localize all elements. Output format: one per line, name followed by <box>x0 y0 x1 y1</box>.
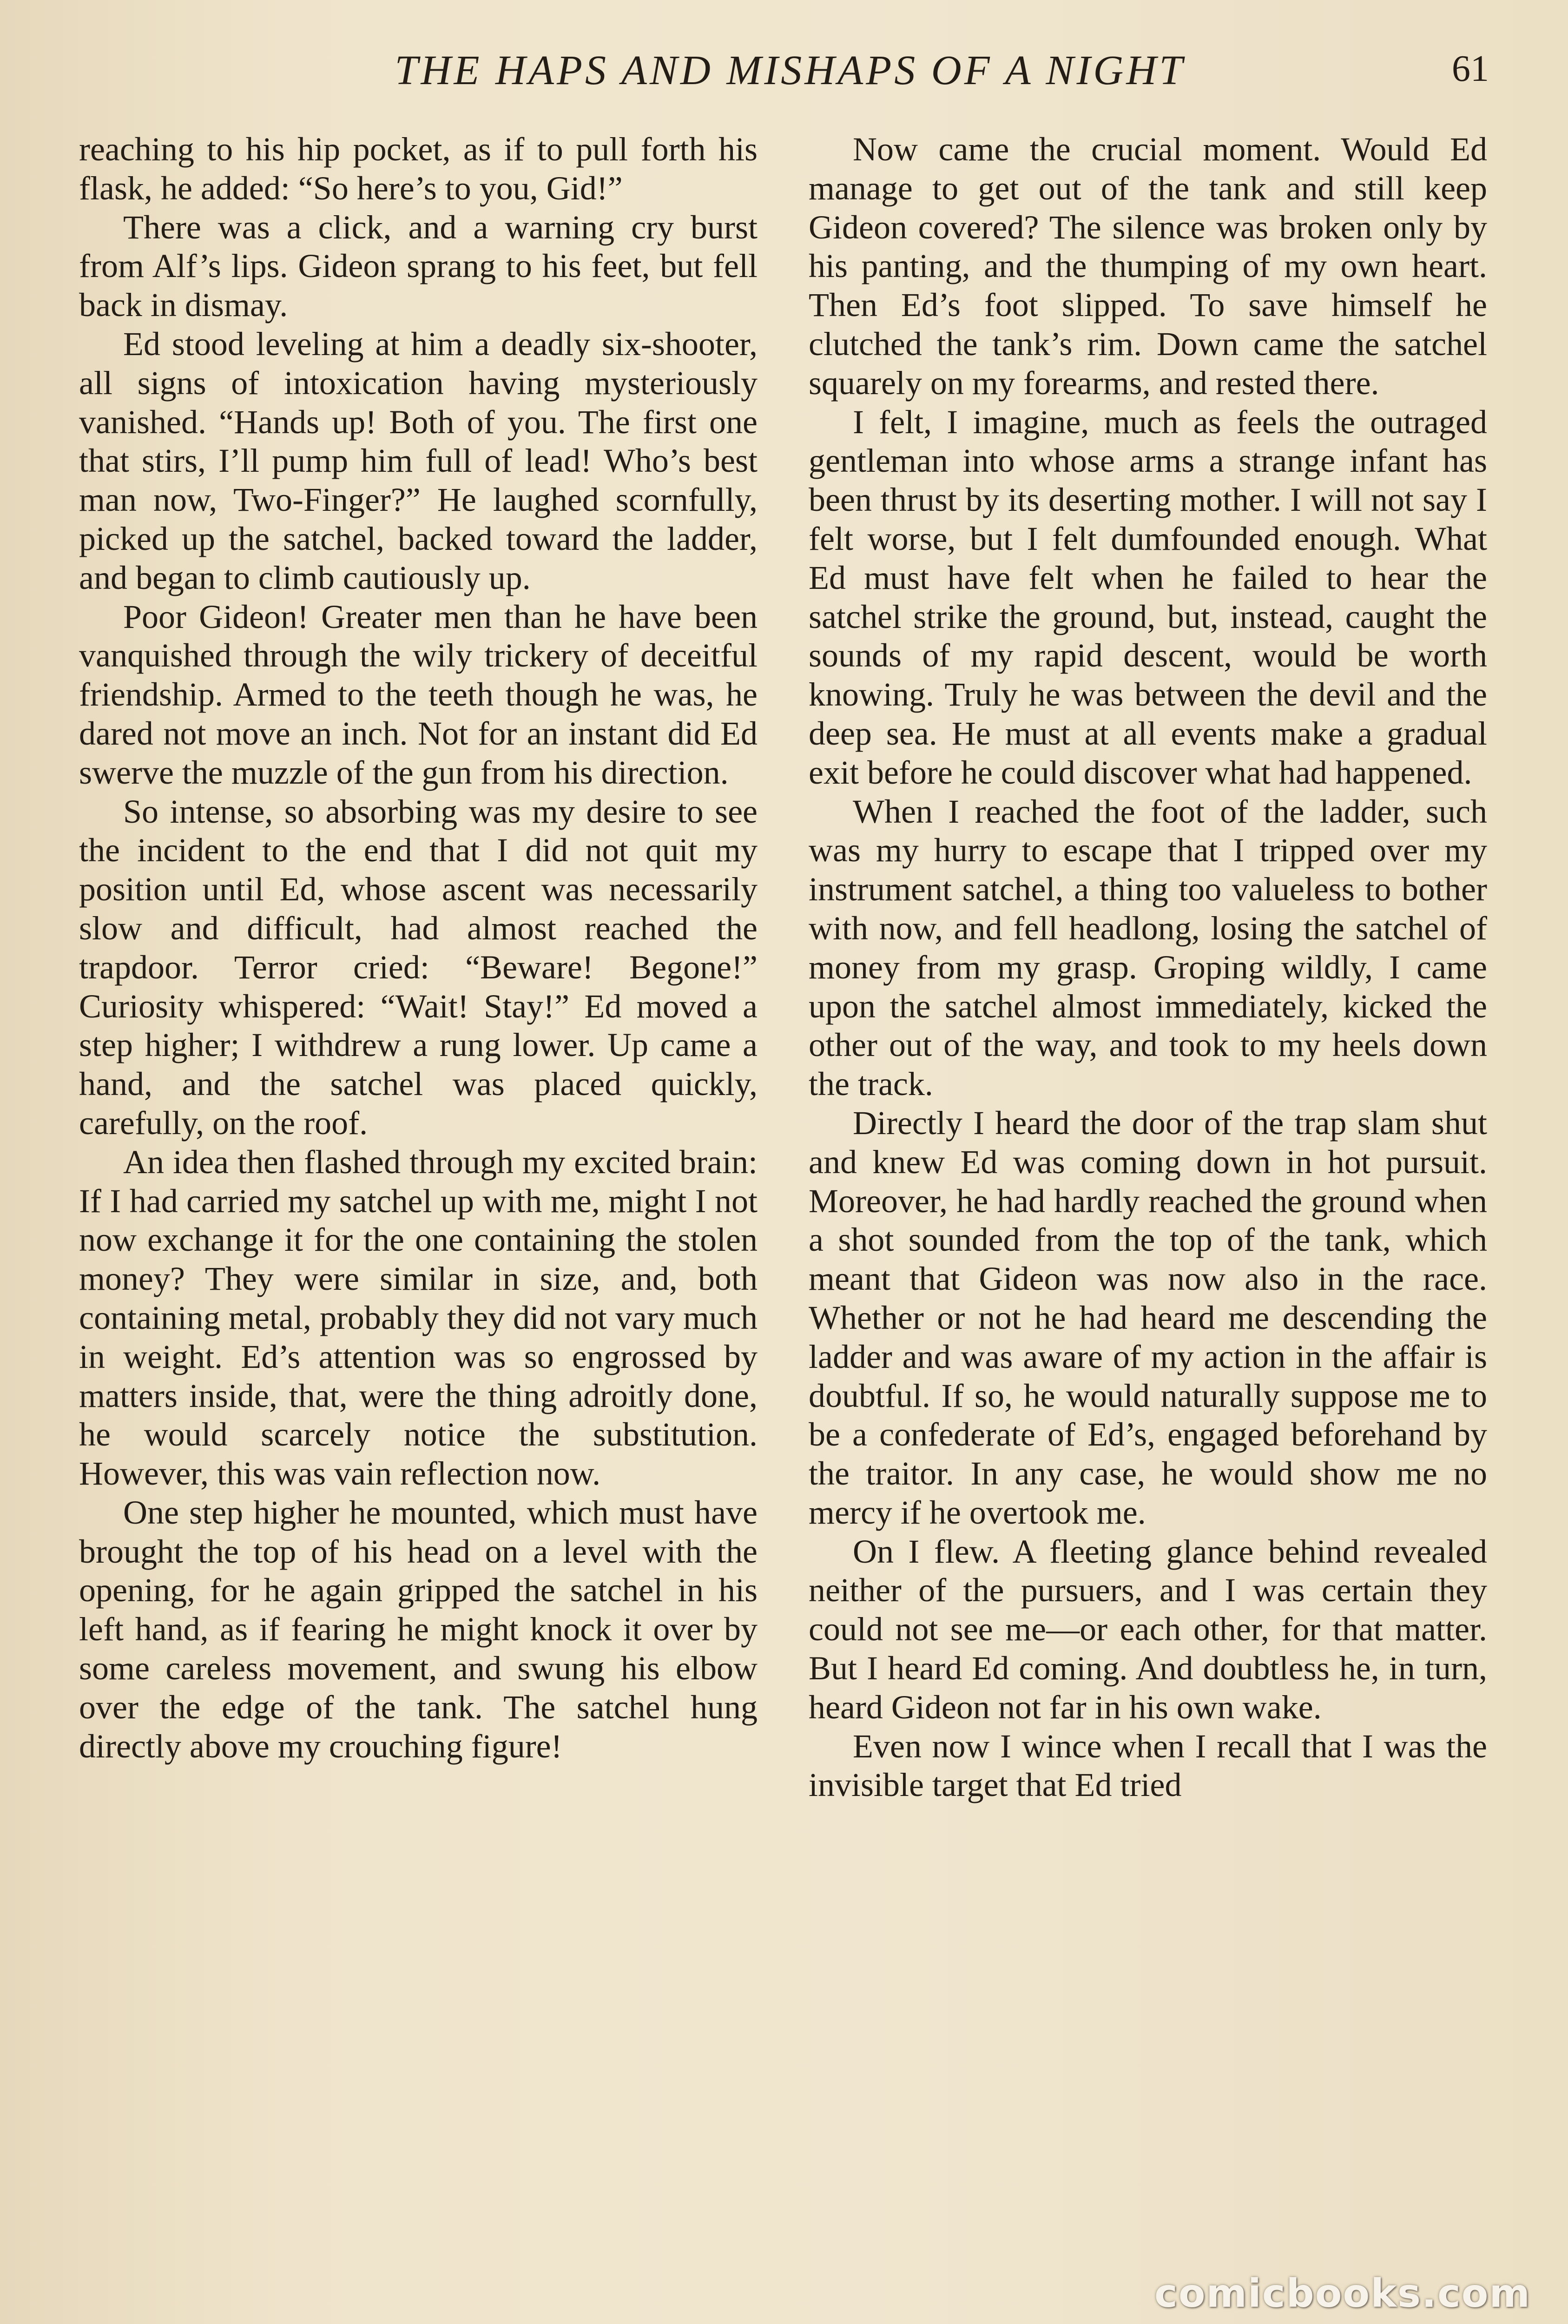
paragraph: Now came the crucial moment. Would Ed manage to get out of the tank and still keep Gideon covered? The silence was broken only by his panting, and the thumping of my own heart. Then Ed’s foot slipped. To save himself he clutched the tank’s rim. Down came the satchel squarely on my forearms, and rested there. <box>809 131 1487 402</box>
left-column <box>79 130 758 1766</box>
paragraph: I felt, I imagine, much as feels the outraged gentleman into whose arms a strange infant has been thrust by its deserting mother. I will not say I felt worse, but I felt dumfounded enough. What Ed must have felt when he failed to hear the satchel strike the ground, but, instead, caught the sounds of my rapid descent, would be worth knowing. Truly he was between the devil and the deep sea. He must at all events make a gradual exit before he could discover what had happened. <box>809 403 1487 791</box>
paragraph: There was a click, and a warning cry burst from Alf’s lips. Gideon sprang to his feet, but fell back in dismay. <box>79 208 758 324</box>
watermark: comicbooks.com <box>1154 2271 1531 2316</box>
page-header <box>0 40 1568 109</box>
paragraph: On I flew. A fleeting glance behind revealed neither of the pursuers, and I was certain they could not see me—or each other, for that matter. But I heard Ed coming. And doubtless he, in turn, heard Gideon not far in his own wake. <box>809 1532 1487 1726</box>
paragraph: So intense, so absorbing was my desire to see the incident to the end that I did not quit my position until Ed, whose ascent was necessarily slow and difficult, had almost reached the trapdoor. Terror cried: “Beware! Begone!” Curiosity whispered: “Wait! Stay!” Ed moved a step higher; I withdrew a rung lower. Up came a hand, and the satchel was placed quickly, carefully, on the roof. <box>79 792 758 1142</box>
running-title: THE HAPS AND MISHAPS OF A NIGHT <box>395 47 1186 93</box>
paragraph: reaching to his hip pocket, as if to pull forth his flask, he added: “So here’s to you, Gid!” <box>79 131 758 207</box>
right-column <box>809 130 1487 1805</box>
paragraph: When I reached the foot of the ladder, such was my hurry to escape that I tripped over my instrument satchel, a thing too valueless to bother with now, and fell headlong, losing the satchel of money from my grasp. Groping wildly, I came upon the satchel almost immediately, kicked the other out of the way, and took to my heels down the track. <box>809 792 1487 1103</box>
paragraph: One step higher he mounted, which must have brought the top of his head on a level with the opening, for he again gripped the satchel in his left hand, as if fearing he might knock it over by some careless movement, and swung his elbow over the edge of the tank. The satchel hung directly above my crouching figure! <box>79 1493 758 1765</box>
paragraph: Poor Gideon! Greater men than he have been vanquished through the wily trickery of deceitful friendship. Armed to the teeth though he was, he dared not move an inch. Not for an instant did Ed swerve the muzzle of the gun from his direction. <box>79 598 758 791</box>
page-number: 61 <box>1452 48 1489 89</box>
paragraph: Directly I heard the door of the trap slam shut and knew Ed was coming down in hot pursuit. Moreover, he had hardly reached the ground when a shot sounded from the top of the tank, which meant that Gideon was now also in the race. Whether or not he had heard me descending the ladder and was aware of my action in the affair is doubtful. If so, he would naturally suppose me to be a confederate of Ed’s, engaged beforehand by the traitor. In any case, he would show me no mercy if he overtook me. <box>809 1104 1487 1531</box>
paragraph: Ed stood leveling at him a deadly six-shooter, all signs of intoxication having mysteriously vanished. “Hands up! Both of you. The first one that stirs, I’ll pump him full of lead! Who’s best man now, Two-Finger?” He laughed scornfully, picked up the satchel, backed toward the ladder, and began to climb cautiously up. <box>79 325 758 596</box>
paragraph: An idea then flashed through my excited brain: If I had carried my satchel up with me, might I not now exchange it for the one containing the stolen money? They were similar in size, and, both containing metal, probably they did not vary much in weight. Ed’s attention was so engrossed by matters inside, that, were the thing adroitly done, he would scarcely notice the substitution. However, this was vain reflection now. <box>79 1143 758 1492</box>
paragraph: Even now I wince when I recall that I was the invisible target that Ed tried <box>809 1727 1487 1804</box>
